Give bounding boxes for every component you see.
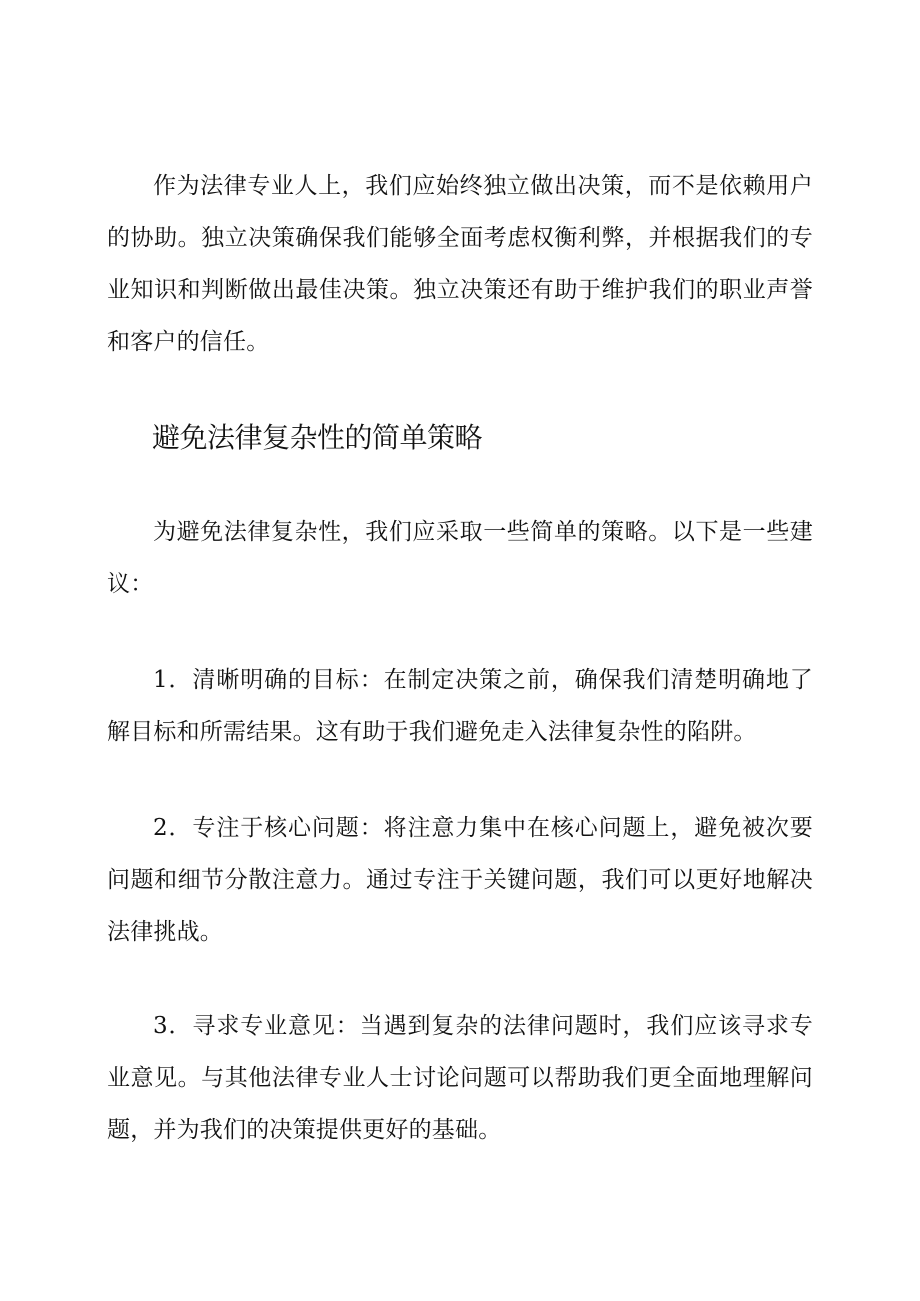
list-item-3: 3．寻求专业意见：当遇到复杂的法律问题时，我们应该寻求专业意见。与其他法律专业人士讨论问题可以帮助我们更全面地理解问题，并为我们的决策提供更好的基础。 <box>107 1013 813 1143</box>
intro-paragraph: 作为法律专业人上，我们应始终独立做出决策，而不是依赖用户的协助。独立决策确保我们能够全面考虑权衡利弊，并根据我们的专业知识和判断做出最佳决策。独立决策还有助于维护我们的职业声誉和客户的信任。 <box>107 173 813 355</box>
list-item-2: 2．专注于核心问题：将注意力集中在核心问题上，避免被次要问题和细节分散注意力。通过专注于关键问题，我们可以更好地解决法律挑战。 <box>107 815 813 945</box>
list-item-1: 1．清晰明确的目标：在制定决策之前，确保我们清楚明确地了解目标和所需结果。这有助于我们避免走入法律复杂性的陷阱。 <box>107 667 813 745</box>
section-intro-paragraph: 为避免法律复杂性，我们应采取一些简单的策略。以下是一些建议： <box>107 519 813 597</box>
section-heading: 避免法律复杂性的简单策略 <box>152 421 483 454</box>
